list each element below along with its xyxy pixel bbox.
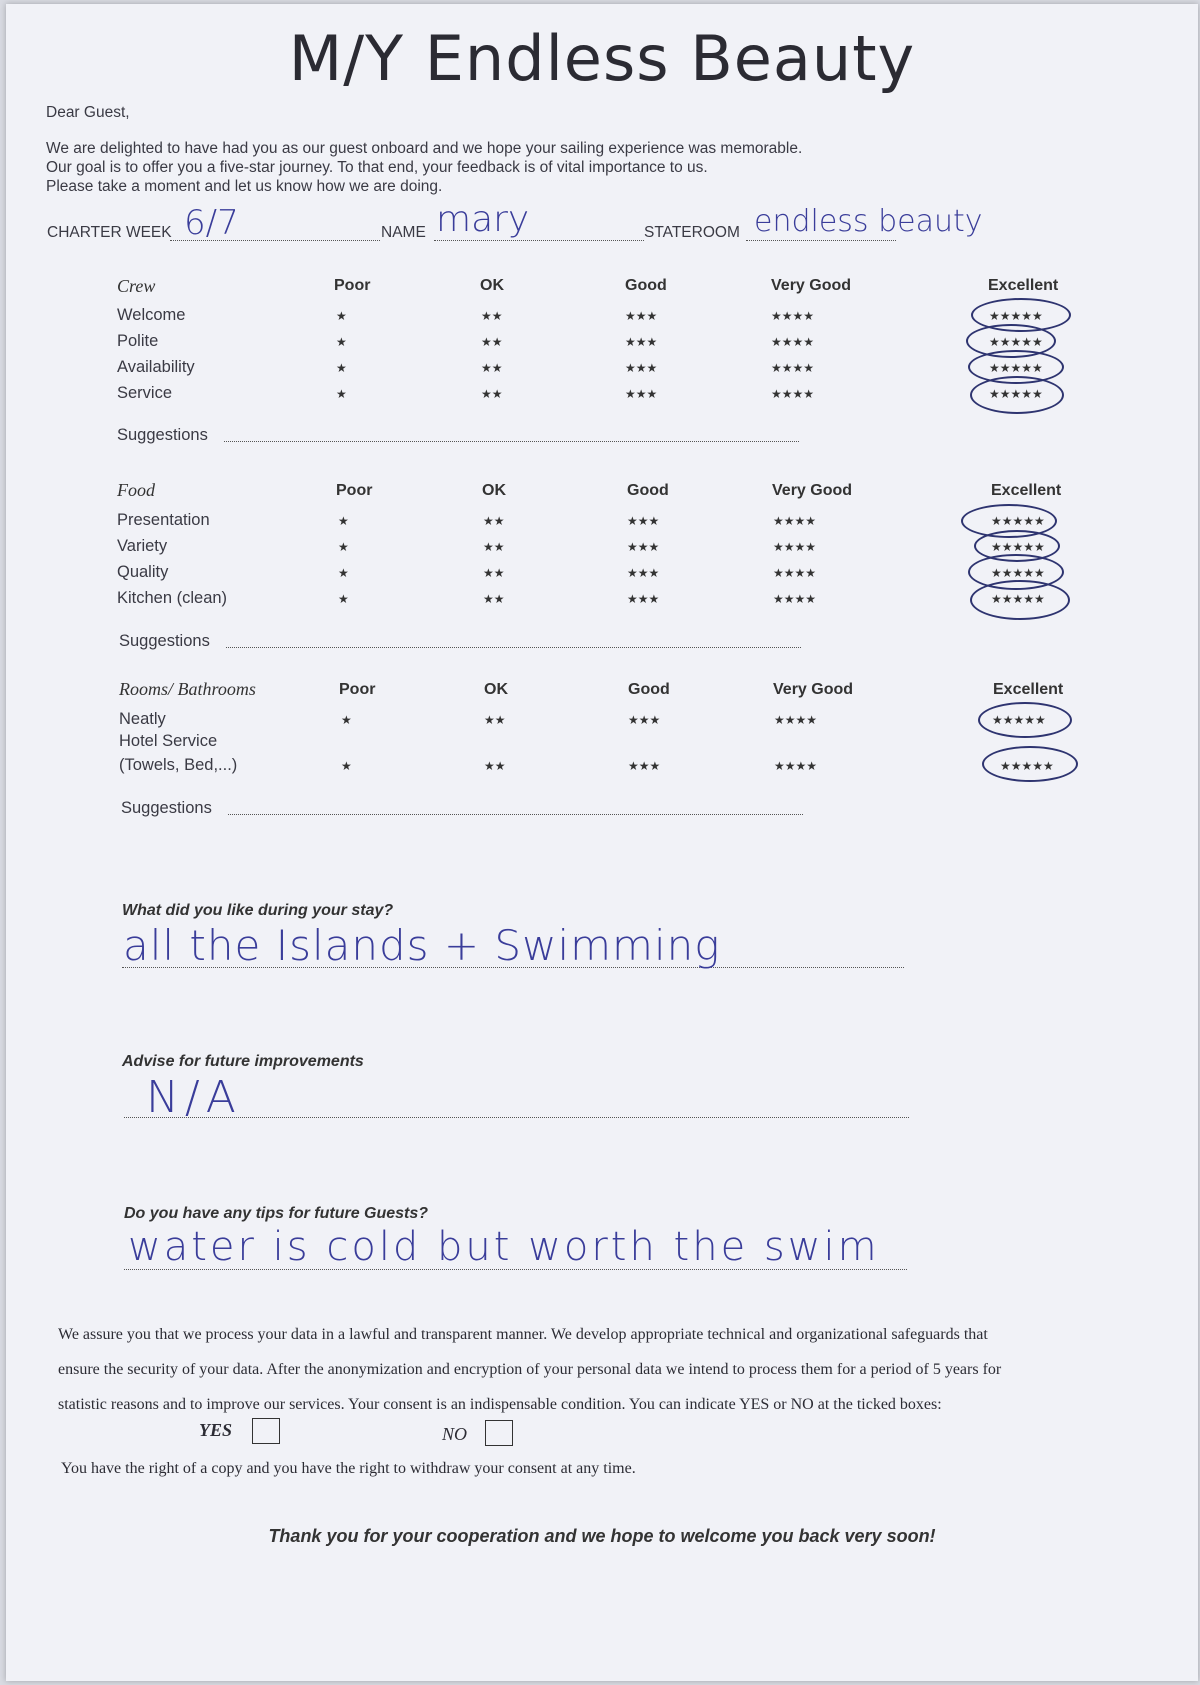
selected-rating-circle xyxy=(982,746,1078,782)
col-very-good: Very Good xyxy=(772,482,853,499)
greeting: Dear Guest, xyxy=(46,104,130,121)
rating-excellent[interactable]: ★★★★★ xyxy=(992,713,1046,727)
rating-poor[interactable]: ★ xyxy=(336,309,347,323)
name-label: NAME xyxy=(381,224,426,241)
rating-good[interactable]: ★★★ xyxy=(625,335,658,349)
row-label: Presentation xyxy=(117,511,210,529)
rating-very-good[interactable]: ★★★★ xyxy=(771,361,815,375)
rating-very-good[interactable]: ★★★★ xyxy=(773,540,817,554)
stateroom-value[interactable]: endless beauty xyxy=(754,204,983,239)
rating-good[interactable]: ★★★ xyxy=(625,361,658,375)
rating-ok[interactable]: ★★ xyxy=(481,335,503,349)
stateroom-line xyxy=(746,240,896,241)
suggestions-line[interactable] xyxy=(228,814,803,815)
rating-good[interactable]: ★★★ xyxy=(628,713,661,727)
rating-good[interactable]: ★★★ xyxy=(627,592,660,606)
name-value[interactable]: mary xyxy=(436,199,530,240)
row-label: Welcome xyxy=(117,306,186,324)
section-heading-food: Food xyxy=(117,480,155,500)
rating-excellent[interactable]: ★★★★★ xyxy=(1000,759,1054,773)
col-excellent: Excellent xyxy=(993,681,1064,698)
rating-poor[interactable]: ★ xyxy=(336,361,347,375)
col-poor: Poor xyxy=(334,277,371,294)
feedback-form-sheet xyxy=(6,4,1198,1681)
col-excellent: Excellent xyxy=(988,277,1059,294)
row-label: Kitchen (clean) xyxy=(117,589,228,607)
form-title: M/Y Endless Beauty xyxy=(288,22,916,95)
rating-excellent[interactable]: ★★★★★ xyxy=(989,335,1043,349)
no-checkbox[interactable] xyxy=(485,1420,513,1446)
rating-good[interactable]: ★★★ xyxy=(628,759,661,773)
rating-poor[interactable]: ★ xyxy=(341,759,352,773)
col-good: Good xyxy=(628,681,670,698)
row-label: Availability xyxy=(117,358,195,376)
yes-checkbox[interactable] xyxy=(252,1418,280,1444)
privacy-line-1: We assure you that we process your data in a lawful and transparent manner. We develop appropriate technical and organizational safeguards that xyxy=(58,1326,988,1343)
rating-ok[interactable]: ★★ xyxy=(483,592,505,606)
question-liked-answer[interactable]: all the Islands + Swimming xyxy=(123,921,721,970)
col-ok: OK xyxy=(482,482,506,499)
closing-message: Thank you for your cooperation and we hope to welcome you back very soon! xyxy=(268,1526,936,1546)
privacy-text xyxy=(58,1317,1168,1422)
rating-poor[interactable]: ★ xyxy=(336,335,347,349)
suggestions-label: Suggestions xyxy=(119,632,210,650)
question-tips-label: Do you have any tips for future Guests? xyxy=(124,1205,429,1222)
rating-very-good[interactable]: ★★★★ xyxy=(771,335,815,349)
suggestions-line[interactable] xyxy=(224,441,799,442)
rating-good[interactable]: ★★★ xyxy=(625,387,658,401)
question-improvements-answer[interactable]: N/A xyxy=(146,1072,242,1123)
selected-rating-circle xyxy=(978,702,1072,738)
row-label: Polite xyxy=(117,332,159,350)
intro-line-2: Our goal is to offer you a five-star journey. To that end, your feedback is of vital importance to us. xyxy=(46,159,708,176)
col-ok: OK xyxy=(480,277,504,294)
col-good: Good xyxy=(625,277,667,294)
rating-excellent[interactable]: ★★★★★ xyxy=(989,309,1043,323)
privacy-line-3: statistic reasons and to improve our services. Your consent is an indispensable condition. You can indicate YES or NO at the ticked boxes: xyxy=(58,1396,942,1413)
no-label: NO xyxy=(442,1424,468,1444)
rating-poor[interactable]: ★ xyxy=(336,387,347,401)
question-tips-answer[interactable]: water is cold but worth the swim xyxy=(128,1224,880,1270)
rating-excellent[interactable]: ★★★★★ xyxy=(991,514,1045,528)
rating-very-good[interactable]: ★★★★ xyxy=(773,592,817,606)
intro-text xyxy=(46,139,802,196)
charter-week-label: CHARTER WEEK xyxy=(47,224,172,241)
rating-very-good[interactable]: ★★★★ xyxy=(771,387,815,401)
rating-very-good[interactable]: ★★★★ xyxy=(771,309,815,323)
name-line xyxy=(434,240,644,241)
privacy-line-2: ensure the security of your data. After the anonymization and encryption of your personal data we intend to process them for a period of 5 years for xyxy=(58,1361,1002,1378)
col-poor: Poor xyxy=(336,482,373,499)
question-liked-label: What did you like during your stay? xyxy=(122,902,394,919)
rating-excellent[interactable]: ★★★★★ xyxy=(991,566,1045,580)
rating-excellent[interactable]: ★★★★★ xyxy=(989,387,1043,401)
rating-excellent[interactable]: ★★★★★ xyxy=(991,540,1045,554)
rating-poor[interactable]: ★ xyxy=(338,592,349,606)
row-label-detail: (Towels, Bed,...) xyxy=(119,756,238,774)
col-excellent: Excellent xyxy=(991,482,1062,499)
rating-ok[interactable]: ★★ xyxy=(484,759,506,773)
intro-line-3: Please take a moment and let us know how we are doing. xyxy=(46,178,443,195)
yes-label: YES xyxy=(199,1420,233,1440)
rating-very-good[interactable]: ★★★★ xyxy=(774,713,818,727)
stateroom-label: STATEROOM xyxy=(644,224,740,241)
rating-good[interactable]: ★★★ xyxy=(627,566,660,580)
col-very-good: Very Good xyxy=(771,277,852,294)
suggestions-label: Suggestions xyxy=(117,426,208,444)
rating-ok[interactable]: ★★ xyxy=(481,361,503,375)
row-label: Variety xyxy=(117,537,168,555)
rating-ok[interactable]: ★★ xyxy=(481,309,503,323)
rating-poor[interactable]: ★ xyxy=(338,566,349,580)
row-label: Service xyxy=(117,384,173,402)
rating-very-good[interactable]: ★★★★ xyxy=(774,759,818,773)
selected-rating-circle xyxy=(970,580,1070,620)
suggestions-line[interactable] xyxy=(226,647,801,648)
col-very-good: Very Good xyxy=(773,681,854,698)
section-heading-crew: Crew xyxy=(117,276,156,296)
suggestions-label: Suggestions xyxy=(121,799,212,817)
row-label: Neatly xyxy=(119,710,166,728)
rating-ok[interactable]: ★★ xyxy=(483,514,505,528)
col-poor: Poor xyxy=(339,681,376,698)
rating-poor[interactable]: ★ xyxy=(338,514,349,528)
col-ok: OK xyxy=(484,681,508,698)
rating-poor[interactable]: ★ xyxy=(338,540,349,554)
rating-ok[interactable]: ★★ xyxy=(481,387,503,401)
question-improvements-label: Advise for future improvements xyxy=(122,1053,364,1070)
rating-good[interactable]: ★★★ xyxy=(625,309,658,323)
rating-ok[interactable]: ★★ xyxy=(483,540,505,554)
rating-ok[interactable]: ★★ xyxy=(484,713,506,727)
rating-very-good[interactable]: ★★★★ xyxy=(773,514,817,528)
charter-week-value[interactable]: 6/7 xyxy=(184,203,239,243)
col-good: Good xyxy=(627,482,669,499)
rating-excellent[interactable]: ★★★★★ xyxy=(989,361,1043,375)
rating-good[interactable]: ★★★ xyxy=(627,540,660,554)
rating-ok[interactable]: ★★ xyxy=(483,566,505,580)
row-label: Hotel Service xyxy=(119,732,218,750)
section-heading-rooms: Rooms/ Bathrooms xyxy=(119,679,256,699)
rating-good[interactable]: ★★★ xyxy=(627,514,660,528)
rating-poor[interactable]: ★ xyxy=(341,713,352,727)
intro-line-1: We are delighted to have had you as our guest onboard and we hope your sailing experience was memorable. xyxy=(46,140,803,157)
rating-very-good[interactable]: ★★★★ xyxy=(773,566,817,580)
selected-rating-circle xyxy=(970,376,1064,414)
row-label: Quality xyxy=(117,563,169,581)
rights-text: You have the right of a copy and you have the right to withdraw your consent at any time. xyxy=(61,1460,636,1477)
rating-excellent[interactable]: ★★★★★ xyxy=(991,592,1045,606)
